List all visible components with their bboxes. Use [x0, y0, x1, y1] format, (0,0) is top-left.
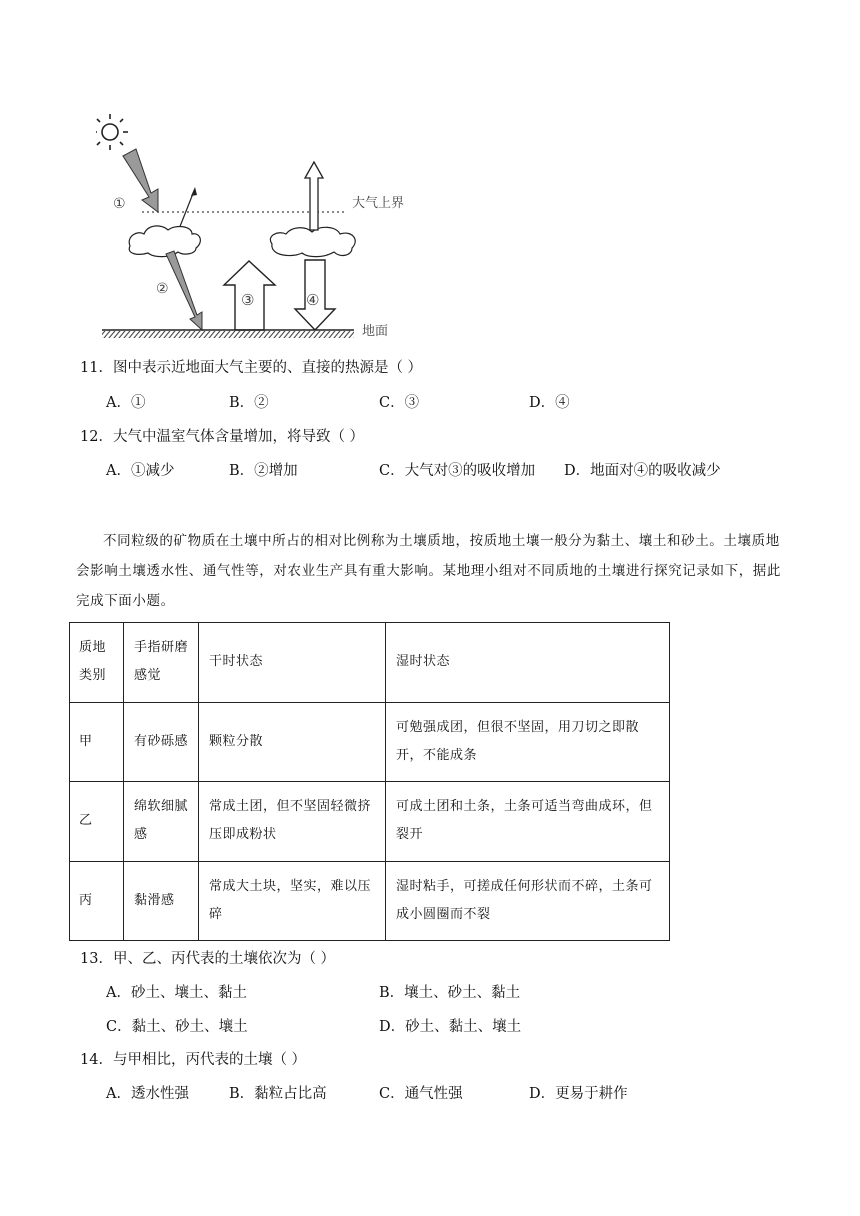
- atmosphere-diagram: [96, 108, 426, 340]
- table-row: [70, 861, 670, 941]
- table-header-cell: 干时状态: [199, 623, 386, 703]
- label-upper-boundary: 大气上界: [352, 196, 405, 211]
- ground-hatch: [102, 331, 354, 338]
- table-cell: 可成土团和土条，土条可适当弯曲成环，但裂开: [386, 782, 670, 862]
- q12-option-d[interactable]: D．地面对④的吸收减少: [564, 463, 721, 479]
- table-cell: 常成大土块，坚实，难以压碎: [199, 861, 386, 941]
- q11-stem: 11．图中表示近地面大气主要的、直接的热源是（ ）: [80, 360, 423, 376]
- cloud-left: [129, 226, 200, 257]
- soil-texture-table: [69, 622, 670, 941]
- q14-option-a[interactable]: A．透水性强: [106, 1086, 189, 1102]
- label-arrow-4: ④: [306, 291, 320, 309]
- table-header-row: [70, 623, 670, 703]
- table-cell: 有砂砾感: [124, 702, 199, 782]
- q14-option-c[interactable]: C．通气性强: [379, 1086, 463, 1102]
- q14-option-b[interactable]: B．黏粒占比高: [229, 1086, 327, 1102]
- atmosphere-diagram-svg: [96, 108, 426, 340]
- table-cell: 黏滑感: [124, 861, 199, 941]
- q13-option-d[interactable]: D．砂土、黏土、壤土: [379, 1019, 522, 1035]
- table-cell: 颗粒分散: [199, 702, 386, 782]
- label-arrow-3: ③: [241, 291, 255, 309]
- table-cell: 乙: [70, 782, 124, 862]
- q12-option-b[interactable]: B．②增加: [229, 463, 298, 479]
- passage-text: 不同粒级的矿物质在土壤中所占的相对比例称为土壤质地，按质地土壤一般分为黏土、壤土和砂土。土壤质地会影响土壤透水性、通气性等，对农业生产具有重大影响。某地理小组对不同质地的土壤进行探究记录如下，据此完成下面小题。: [76, 533, 781, 609]
- q12-option-c[interactable]: C．大气对③的吸收增加: [379, 463, 536, 479]
- q11-option-b[interactable]: B．②: [229, 395, 269, 411]
- table-row: [70, 702, 670, 782]
- table-header-cell: 湿时状态: [386, 623, 670, 703]
- table-row: [70, 782, 670, 862]
- escaping-radiation-arrow: [305, 162, 323, 230]
- q13-stem: 13．甲、乙、丙代表的土壤依次为（ ）: [80, 951, 336, 967]
- table-cell: 湿时粘手，可搓成任何形状而不碎，土条可成小圆圈而不裂: [386, 861, 670, 941]
- q11-option-d[interactable]: D．④: [529, 395, 570, 411]
- q11-option-c[interactable]: C．③: [379, 395, 420, 411]
- label-arrow-2: ②: [156, 281, 169, 297]
- cloud-right: [270, 227, 355, 256]
- q13-option-a[interactable]: A．砂土、壤土、黏土: [106, 985, 247, 1001]
- q12-stem: 12．大气中温室气体含量增加，将导致（ ）: [80, 429, 365, 445]
- q14-stem: 14．与甲相比，丙代表的土壤（ ）: [80, 1052, 307, 1068]
- table-cell: 可勉强成团，但很不坚固，用刀切之即散开，不能成条: [386, 702, 670, 782]
- table-cell: 甲: [70, 702, 124, 782]
- solar-radiation-arrow: [123, 149, 158, 212]
- label-ground: 地面: [362, 324, 389, 339]
- table-header-cell: 手指研磨感觉: [124, 623, 199, 703]
- q13-option-b[interactable]: B．壤土、砂土、黏土: [379, 985, 521, 1001]
- surface-radiation-arrow: [166, 251, 202, 330]
- q13-option-c[interactable]: C．黏土、砂土、壤土: [106, 1019, 248, 1035]
- q14-option-d[interactable]: D．更易于耕作: [529, 1086, 628, 1102]
- sun-icon: [96, 114, 128, 150]
- table-cell: 常成土团，但不坚固轻微挤压即成粉状: [199, 782, 386, 862]
- label-arrow-1: ①: [113, 196, 126, 212]
- table-cell: 丙: [70, 861, 124, 941]
- table-cell: 绵软细腻感: [124, 782, 199, 862]
- reading-passage: [76, 526, 792, 616]
- table-header-cell: 质地类别: [70, 623, 124, 703]
- q11-option-a[interactable]: A．①: [106, 395, 146, 411]
- q12-option-a[interactable]: A．①减少: [106, 463, 175, 479]
- reflection-arrow: [179, 191, 194, 229]
